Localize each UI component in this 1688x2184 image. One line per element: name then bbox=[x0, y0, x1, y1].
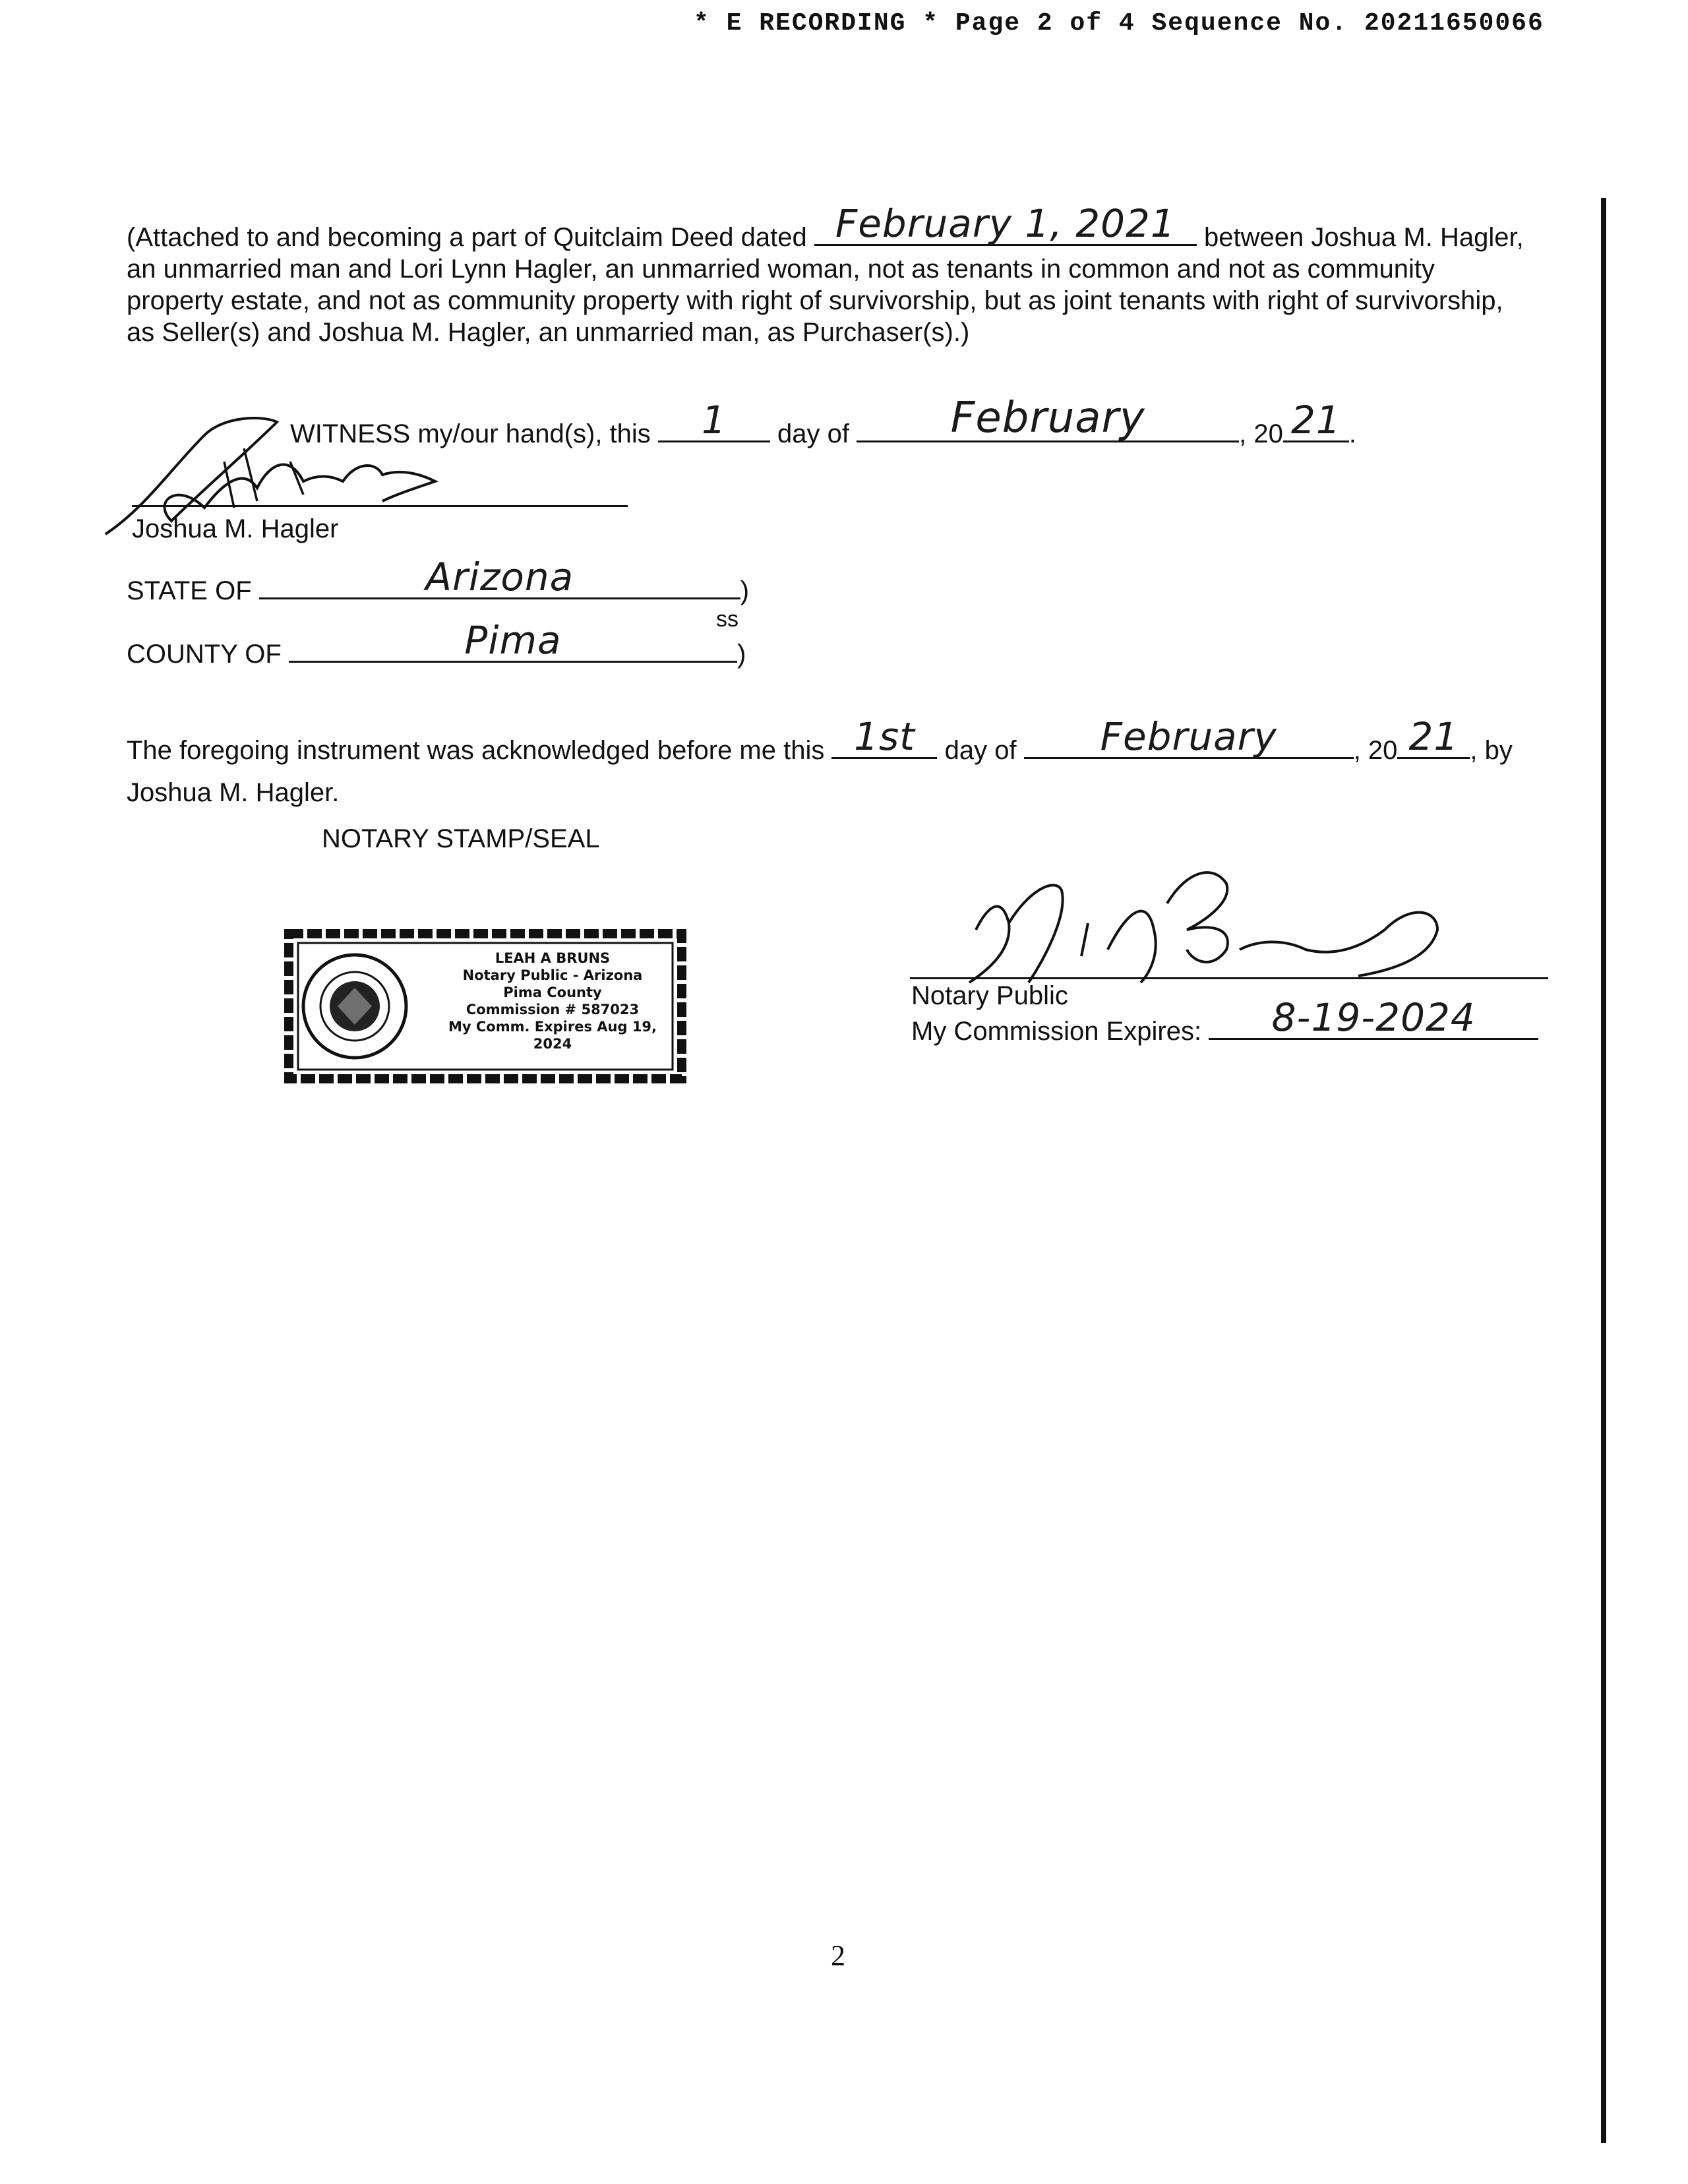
state-field bbox=[259, 555, 740, 599]
state-handwriting: Arizona bbox=[425, 555, 574, 599]
page-number: 2 bbox=[831, 1939, 845, 1972]
ack-month-field bbox=[1024, 714, 1354, 759]
stamp-name: LEAH A BRUNS bbox=[495, 950, 611, 966]
attachment-line-3: property estate, and not as community property with right of survivorship, but as joint tenants with right of survivorship, bbox=[127, 286, 1503, 315]
deed-date-field bbox=[814, 201, 1197, 246]
signer-line bbox=[132, 505, 628, 507]
attachment-line-1 bbox=[127, 201, 1564, 253]
witness-prefix: WITNESS my/our hand(s), this bbox=[290, 419, 651, 448]
witness-day-handwriting: 1 bbox=[701, 398, 727, 442]
notary-signature bbox=[950, 851, 1477, 1002]
notary-signature-line bbox=[910, 977, 1548, 979]
attachment-prefix: (Attached to and becoming a part of Quitclaim Deed dated bbox=[127, 223, 807, 252]
witness-month-field bbox=[857, 394, 1239, 442]
witness-month-handwriting: February bbox=[950, 394, 1145, 442]
acknowledgment-line bbox=[127, 714, 1513, 766]
ack-day-handwriting: 1st bbox=[854, 714, 915, 759]
ack-by: , by bbox=[1470, 736, 1513, 765]
stamp-expires: My Comm. Expires Aug 19, 2024 bbox=[448, 1019, 657, 1052]
ack-name: Joshua M. Hagler. bbox=[127, 778, 340, 807]
stamp-county: Pima County bbox=[503, 985, 602, 1000]
ack-month-handwriting: February bbox=[1100, 714, 1277, 759]
witness-day-of: day of bbox=[777, 419, 850, 448]
margin-bar bbox=[1601, 198, 1606, 2143]
commission-expires-field bbox=[1209, 995, 1538, 1040]
ack-year-field bbox=[1397, 714, 1470, 759]
notary-stamp-label: NOTARY STAMP/SEAL bbox=[322, 824, 600, 853]
state-label: STATE OF bbox=[127, 576, 252, 605]
ack-year-handwriting: 21 bbox=[1408, 714, 1459, 759]
state-row bbox=[127, 555, 750, 606]
commission-expires-handwriting: 8-19-2024 bbox=[1271, 995, 1476, 1040]
county-handwriting: Pima bbox=[464, 618, 562, 663]
state-paren: ) bbox=[740, 576, 750, 605]
stamp-title: Notary Public - Arizona bbox=[462, 967, 643, 983]
witness-period: . bbox=[1348, 419, 1356, 448]
notary-stamp bbox=[282, 927, 688, 1085]
stamp-commission: Commission # 587023 bbox=[466, 1002, 640, 1017]
notary-label: Notary Public bbox=[911, 981, 1068, 1010]
ss-mark: ss bbox=[716, 607, 738, 632]
ack-prefix: The foregoing instrument was acknowledged before me this bbox=[127, 736, 825, 765]
witness-day-field bbox=[658, 398, 770, 442]
county-paren: ) bbox=[737, 640, 746, 669]
recording-header: * E RECORDING * Page 2 of 4 Sequence No. 20211650066 bbox=[694, 9, 1544, 38]
witness-year-handwriting: 21 bbox=[1290, 398, 1341, 442]
witness-year-field bbox=[1283, 398, 1349, 442]
witness-year-prefix: , 20 bbox=[1239, 419, 1283, 448]
commission-expires-label: My Commission Expires: bbox=[911, 1017, 1202, 1046]
ack-day-field bbox=[831, 714, 937, 759]
county-label: COUNTY OF bbox=[127, 640, 282, 669]
attachment-line-2: an unmarried man and Lori Lynn Hagler, an unmarried woman, not as tenants in common and not as community bbox=[127, 255, 1435, 284]
deed-date-handwriting: February 1, 2021 bbox=[835, 201, 1176, 246]
attachment-paragraph bbox=[127, 201, 1564, 348]
stamp-text bbox=[427, 950, 678, 1052]
attachment-suffix: between Joshua M. Hagler, bbox=[1203, 223, 1524, 252]
ack-year-prefix: , 20 bbox=[1353, 736, 1398, 765]
attachment-line-4: as Seller(s) and Joshua M. Hagler, an unmarried man, as Purchaser(s).) bbox=[127, 318, 970, 347]
signer-name: Joshua M. Hagler bbox=[132, 514, 339, 543]
ack-day-of: day of bbox=[944, 736, 1017, 765]
